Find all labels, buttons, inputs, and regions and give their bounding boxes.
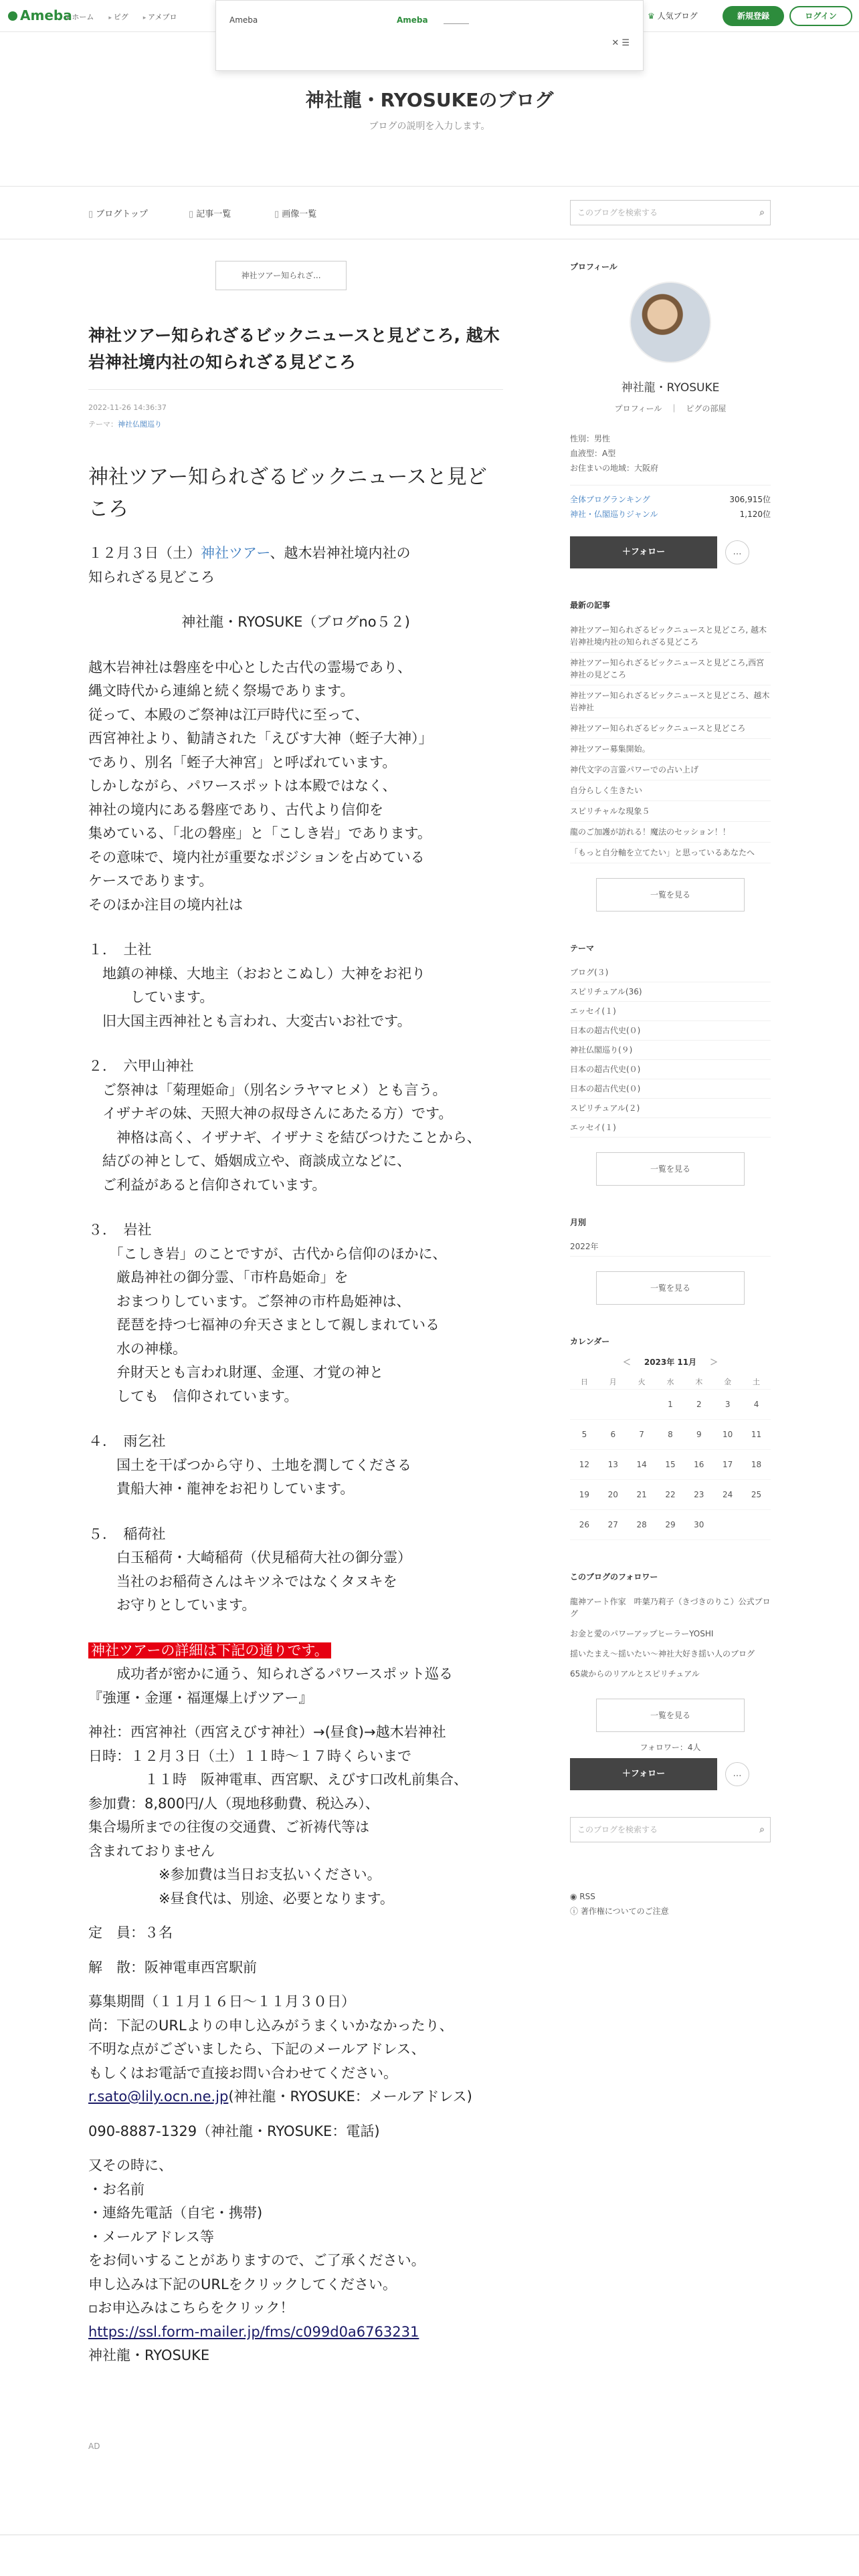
recent-list-item[interactable]: 神社ツアー知られざるビックニュースと見どころ — [570, 718, 771, 739]
global-nav — [0, 186, 859, 239]
closing-notes — [88, 2154, 503, 2296]
section-1-item: しています。 — [88, 989, 214, 1005]
calendar-grid — [570, 1374, 771, 1540]
calendar-day — [570, 1389, 599, 1419]
theme-list-item[interactable]: 日本の超古代史(０) — [570, 1079, 771, 1099]
email-line: r.sato@lily.ocn.ne.jp(神社龍・RYOSUKE：メールアドレス) — [88, 2088, 472, 2105]
calendar-heading: カレンダー — [570, 1337, 610, 1346]
calendar-day: 16 — [684, 1449, 713, 1479]
tour-link[interactable]: 神社ツアー — [201, 545, 270, 561]
follower-list-item[interactable]: 65歳からのリアルとスピリチュアル — [570, 1669, 700, 1679]
calendar-day: 27 — [599, 1509, 628, 1539]
tour-capacity: 定 員：３名 — [88, 1925, 173, 1941]
calendar-day: 6 — [599, 1419, 628, 1449]
recent-list-item[interactable]: 神社ツアー募集開始。 — [570, 739, 771, 760]
intro-paragraph-item: しかしながら、パワースポットは本殿ではなく、 — [88, 778, 397, 794]
calendar-day: 8 — [656, 1419, 685, 1449]
tour-intro-item: 成功者が密かに通う、知られざるパワースポット巡る — [88, 1666, 453, 1682]
blog-title[interactable]: 神社龍・RYOSUKEのブログ — [305, 89, 554, 111]
theme-heading: テーマ — [570, 944, 595, 953]
tour-details-item: ※参加費は当日お支払いください。 — [88, 1866, 381, 1883]
section-3-item: 「こしき岩」のことですが、古代から信仰のほかに、 — [88, 1245, 447, 1262]
calendar-day: 26 — [570, 1509, 599, 1539]
recent-list-item[interactable]: 神社ツアー知られざるビックニュースと見どころ、越木岩神社 — [570, 685, 771, 718]
login-button[interactable]: ログイン — [789, 6, 852, 26]
calendar-day: 22 — [656, 1479, 685, 1509]
theme-list-item[interactable]: エッセイ(１) — [570, 1118, 771, 1138]
broken-image-icon: ▫ — [88, 2300, 98, 2316]
profile-info-item: 性別：男性 — [570, 434, 611, 443]
form-url-link[interactable]: https://ssl.form-mailer.jp/fms/c099d0a6763231 — [88, 2323, 419, 2340]
weekday-label: 水 — [656, 1374, 685, 1389]
monthly — [570, 1216, 771, 1305]
calendar-day: 23 — [684, 1479, 713, 1509]
apply-info-item: 募集期間（１１月１６日～１１月３０日） — [88, 1994, 355, 2010]
footer-links — [570, 1889, 771, 1919]
theme-list-item[interactable]: スピリチュアル(36) — [570, 982, 771, 1002]
nav-images[interactable]: ▯ 画像一覧 — [274, 207, 316, 219]
entry-date: 2022-11-26 14:36:37 — [88, 403, 167, 412]
closing-notes-item: ・お名前 — [88, 2181, 145, 2197]
month-list — [570, 1237, 771, 1257]
intro-paragraph-item: その意味で、境内社が重要なポジションを占めている — [88, 849, 425, 865]
calendar-day: 11 — [742, 1419, 771, 1449]
calendar-day: 21 — [628, 1479, 656, 1509]
section-3-item: しても 信仰されています。 — [88, 1388, 298, 1404]
calendar — [570, 1335, 771, 1540]
section-3-item: 琵琶を持つ七福神の弁天さまとして親しまれている — [88, 1317, 440, 1333]
section-3-item: 弁財天とも言われ財運、金運、才覚の神と — [88, 1364, 383, 1380]
section-1-item: 旧大国主西神社とも言われ、大変古いお社です。 — [88, 1012, 411, 1029]
followers-see-all-button[interactable]: 一覧を見る — [596, 1699, 745, 1732]
rss-link[interactable]: ◉ RSS — [570, 1891, 595, 1901]
intro-paragraph-item: 集めている、「北の磐座」と「こしき岩」であります。 — [88, 825, 432, 841]
nav-blog-top[interactable]: ▯ ブログトップ — [88, 207, 148, 219]
nav-home[interactable]: ▸ ホーム — [67, 11, 94, 22]
followers — [570, 1571, 771, 1790]
rank-overall[interactable]: 全体ブログランキング 306,915位 — [570, 495, 771, 504]
section-2-item: イザナギの妹、天照大神の叔母さんにあたる方）です。 — [88, 1105, 453, 1121]
tour-details-item: 日時：１２月３日（土）１１時～１７時くらいまで — [88, 1747, 411, 1764]
section-4 — [88, 1430, 503, 1501]
calendar-day: 13 — [599, 1449, 628, 1479]
recent-entries — [570, 599, 771, 911]
entry-title[interactable]: 神社ツアー知られざるビックニュースと見どころ, 越木岩神社境内社の知られざる見どころ — [88, 322, 503, 390]
section-1 — [88, 938, 503, 1033]
calendar-day: 24 — [713, 1479, 742, 1509]
apply-info-item: 尚：下記のURLよりの申し込みがうまくいかなかったり、 — [88, 2017, 454, 2034]
phone-line: 090-8887-1329（神社龍・RYOSUKE：電話) — [88, 2123, 380, 2139]
section-3-item: おまつりしています。ご祭神の市杵島姫神は、 — [88, 1293, 411, 1309]
section-3-item: 水の神様。 — [88, 1340, 187, 1357]
calendar-day: 18 — [742, 1449, 771, 1479]
rss-icon: ◉ — [570, 1891, 580, 1901]
tour-details-item: １１時 阪神電車、西宮駅、えびす口改札前集合、 — [88, 1772, 468, 1788]
section-2-item: ２． 六甲山神社 — [88, 1058, 194, 1074]
section-5-item: お守りとしています。 — [88, 1597, 256, 1613]
follower-list-item[interactable]: お金と愛のパワーアップヒーラーYOSHI — [570, 1628, 714, 1638]
theme-list-item[interactable]: ブログ(３) — [570, 963, 771, 982]
calendar-day: 2 — [684, 1389, 713, 1419]
nav-pigg[interactable]: ▸ ピグ — [108, 11, 128, 22]
tour-details-item: 集合場所までの往復の交通費、ご祈祷代等は — [88, 1819, 369, 1835]
tour-details — [88, 1721, 503, 1911]
popular-blog-link[interactable]: ♛ 人気ブログ — [648, 11, 698, 21]
recent-see-all-button[interactable]: 一覧を見る — [596, 878, 745, 911]
nav-ameblo[interactable]: ▸ アメブロ — [143, 11, 177, 22]
theme-list-item[interactable]: 神社仏閣巡り(９) — [570, 1041, 771, 1060]
entry-byline: 神社龍・RYOSUKE（ブログno５２) — [181, 614, 410, 630]
section-5-item: 当社のお稲荷さんはキツネではなくタヌキを — [88, 1573, 397, 1590]
calendar-day: 10 — [713, 1419, 742, 1449]
intro-paragraph-item: 縄文時代から連綿と続く祭場であります。 — [88, 683, 355, 699]
calendar-day: 14 — [628, 1449, 656, 1479]
month-heading: 月別 — [570, 1218, 587, 1227]
section-4-item: 貴船大神・龍神をお祀りしています。 — [88, 1481, 355, 1497]
followers-heading: このブログのフォロワー — [570, 1572, 658, 1582]
entry-theme: テーマ：神社仏閣巡り — [88, 420, 162, 429]
calendar-day: 9 — [684, 1419, 713, 1449]
calendar-next-icon[interactable]: ＞ — [710, 1358, 719, 1367]
weekday-label: 火 — [628, 1374, 656, 1389]
closing-notes-item: ・メールアドレス等 — [88, 2228, 214, 2245]
ameba-logo-icon — [8, 11, 17, 21]
apply-info-item: 不明な点がございましたら、下記のメールアドレス、 — [88, 2041, 425, 2057]
ranking — [570, 485, 771, 522]
tour-dismiss: 解 散：阪神電車西宮駅前 — [88, 1959, 257, 1975]
weekday-label: 木 — [684, 1374, 713, 1389]
register-button[interactable]: 新規登録 — [723, 6, 784, 26]
avatar[interactable] — [630, 282, 711, 363]
closing-notes-item: ・連絡先電話（自宅・携帯) — [88, 2205, 263, 2221]
section-1-item: １． 土社 — [88, 942, 152, 958]
profile-info — [570, 431, 771, 475]
recent-list — [570, 620, 771, 863]
section-2-item: 神格は高く、イザナギ、イザナミを結びつけたことから、 — [88, 1129, 481, 1146]
info-icon: ⓘ — [570, 1906, 581, 1916]
blog-description: ブログの説明を入力します。 — [369, 121, 490, 132]
more-icon[interactable]: … — [725, 540, 749, 564]
follower-list-item[interactable]: 龍神アート作家 吽葉乃莉子（きづきのりこ）公式ブログ — [570, 1596, 771, 1618]
calendar-day: 15 — [656, 1449, 685, 1479]
blog-search-input[interactable]: このブログを検索する ⌕ — [570, 200, 771, 225]
entry-pager[interactable]: 神社ツアー知られざ... — [215, 261, 347, 290]
entry-main — [88, 261, 503, 2451]
section-3-item: ３． 岩社 — [88, 1222, 152, 1238]
calendar-day: 20 — [599, 1479, 628, 1509]
intro-paragraph-item: 西宮神社より、勧請された「えびす大神（蛭子大神）」 — [88, 730, 433, 746]
section-2-item: 結びの神として、婚姻成立や、商談成立などに、 — [88, 1153, 411, 1169]
calendar-day: 7 — [628, 1419, 656, 1449]
intro-paragraph-item: 神社の境内にある磐座であり、古代より信仰を — [88, 801, 383, 818]
section-4-item: ４． 雨乞社 — [88, 1433, 166, 1449]
apply-info-item: もしくはお電話で直接お問い合わせてください。 — [88, 2064, 397, 2081]
profile-name[interactable]: 神社龍・RYOSUKE — [621, 381, 720, 395]
closing-notes-item: 又その時に、 — [88, 2157, 173, 2173]
apply-info — [88, 1990, 503, 2085]
ad-label: AD — [88, 2441, 100, 2451]
recent-list-item[interactable]: 龍のご加護が訪れる！魔法のセッション！！ — [570, 822, 771, 843]
closing-notes-item: 申し込みは下記のURLをクリックしてください。 — [88, 2276, 397, 2292]
calendar-day — [628, 1389, 656, 1419]
popup-link[interactable]: Ameba — [397, 15, 428, 25]
calendar-day: 4 — [742, 1389, 771, 1419]
section-2 — [88, 1055, 503, 1197]
tour-details-item: 参加費：8,800円/人（現地移動費、税込み）、 — [88, 1795, 379, 1812]
calendar-day: 5 — [570, 1419, 599, 1449]
section-5 — [88, 1523, 503, 1618]
copyright-link[interactable]: ⓘ 著作権についてのご注意 — [570, 1906, 669, 1916]
weekday-label: 土 — [742, 1374, 771, 1389]
weekday-label: 月 — [599, 1374, 628, 1389]
follow-button[interactable]: ＋フォロー — [570, 536, 717, 568]
follower-count: フォロワー：4人 — [640, 1742, 701, 1752]
calendar-day — [713, 1509, 742, 1539]
tour-intro — [88, 1662, 503, 1710]
intro-paragraph-item: 従って、本殿のご祭神は江戸時代に至って、 — [88, 706, 369, 723]
entry-body — [88, 461, 503, 2368]
weekday-label: 金 — [713, 1374, 742, 1389]
popup-label: Ameba — [229, 15, 258, 25]
intro-paragraph-item: ケースであります。 — [88, 873, 213, 889]
intro-paragraph-item: そのほか注目の境内社は — [88, 896, 243, 913]
follow-row-2 — [570, 1758, 771, 1790]
email-link[interactable]: r.sato@lily.ocn.ne.jp — [88, 2088, 229, 2105]
entry-lead-2: 知られざる見どころ — [88, 568, 215, 585]
themes — [570, 942, 771, 1186]
top-nav — [67, 11, 177, 22]
theme-list-item[interactable]: 日本の超古代史(０) — [570, 1060, 771, 1079]
follower-list-item[interactable]: 揺いたまえ〜揺いたい〜神社大好き揺い人のブログ — [570, 1648, 755, 1658]
calendar-day: 1 — [656, 1389, 685, 1419]
tour-intro-item: 『強運・金運・福運爆上げツアー』 — [88, 1689, 313, 1706]
theme-see-all-button[interactable]: 一覧を見る — [596, 1152, 745, 1186]
entry-heading: 神社ツアー知られざるビックニュースと見どころ — [88, 465, 487, 521]
popup-underline — [444, 23, 469, 24]
calendar-day: 25 — [742, 1479, 771, 1509]
theme-list-item[interactable]: 日本の超古代史(０) — [570, 1021, 771, 1041]
calendar-day: 28 — [628, 1509, 656, 1539]
section-3 — [88, 1218, 503, 1408]
profile-link[interactable]: プロフィール — [614, 404, 662, 413]
recent-list-item[interactable]: 神社ツアー知られざるビックニュースと見どころ,西宮神社の見どころ — [570, 653, 771, 685]
calendar-day — [599, 1389, 628, 1419]
entry-signature: 神社龍・RYOSUKE — [88, 2347, 210, 2363]
section-4-item: 国土を干ばつから守り、土地を潤してくださる — [88, 1457, 411, 1473]
tour-details-item: ※昼食代は、別途、必要となります。 — [88, 1890, 394, 1907]
crown-icon: ♛ — [648, 11, 655, 21]
calendar-day — [742, 1509, 771, 1539]
theme-list-item[interactable]: エッセイ(１) — [570, 1002, 771, 1021]
theme-list-item[interactable]: スピリチュアル(２) — [570, 1099, 771, 1118]
weekday-label: 日 — [570, 1374, 599, 1389]
recent-list-item[interactable]: スピリチャルな現象５ — [570, 801, 771, 822]
calendar-day: 19 — [570, 1479, 599, 1509]
nav-entries[interactable]: ▯ 記事一覧 — [189, 207, 231, 219]
sidebar — [570, 261, 771, 1919]
popup-close-icon[interactable]: ✕ ☰ — [611, 38, 630, 48]
profile-links: プロフィール ｜ ピグの部屋 — [614, 404, 727, 413]
section-3-item: 厳島神社の御分霊、「市杵島姫命」を — [88, 1269, 349, 1285]
calendar-day: 17 — [713, 1449, 742, 1479]
tour-highlight: 神社ツアーの詳細は下記の通りです。 — [88, 1642, 331, 1658]
section-1-item: 地鎮の神様、大地主（おおとこぬし）大神をお祀り — [88, 965, 425, 982]
calendar-prev-icon[interactable]: ＜ — [622, 1358, 631, 1367]
header-popup — [215, 0, 644, 71]
recent-list-item[interactable]: 自分らしく生きたい — [570, 780, 771, 801]
section-5-item: ５． 稲荷社 — [88, 1525, 166, 1542]
calendar-day: 30 — [684, 1509, 713, 1539]
more-icon-2[interactable]: … — [725, 1762, 749, 1786]
calendar-title: ＜ 2023年 11月 ＞ — [622, 1358, 719, 1367]
month-see-all-button[interactable]: 一覧を見る — [596, 1271, 745, 1305]
recent-list-item[interactable]: 神社ツアー知られざるビックニュースと見どころ, 越木岩神社境内社の知られざる見どころ — [570, 620, 771, 653]
intro-paragraph-item: 越木岩神社は磐座を中心とした古代の霊場であり、 — [88, 659, 411, 675]
tour-details-item: 含まれておりません — [88, 1842, 215, 1859]
rank-genre[interactable]: 神社・仏閣巡りジャンル 1,120位 — [570, 510, 771, 519]
closing-notes-item: をお伺いすることがありますので、ご了承ください。 — [88, 2252, 425, 2268]
ameba-logo[interactable]: Ameba — [8, 7, 72, 23]
section-5-item: 白玉稲荷・大崎稲荷（伏見稲荷大社の御分霊） — [88, 1549, 411, 1566]
intro-paragraph-item: であり、別名「蛭子大神宮」と呼ばれています。 — [88, 754, 397, 770]
month-list-item[interactable]: 2022年 — [570, 1237, 771, 1257]
apply-image-link[interactable]: ▫お申込みはこちらをクリック！ — [88, 2300, 294, 2316]
calendar-day: 29 — [656, 1509, 685, 1539]
calendar-day: 12 — [570, 1449, 599, 1479]
section-2-item: ご利益があると信仰されています。 — [88, 1176, 326, 1193]
calendar-day: 3 — [713, 1389, 742, 1419]
follow-button-2[interactable]: ＋フォロー — [570, 1758, 717, 1790]
recent-list-item[interactable]: 神代文字の言霊パワーでの占い上げ — [570, 760, 771, 780]
follower-list — [570, 1592, 771, 1684]
profile-heading: プロフィール — [570, 262, 617, 272]
pigg-room-link[interactable]: ピグの部屋 — [686, 404, 727, 413]
follow-row — [570, 536, 771, 568]
profile-info-item: 血液型：A型 — [570, 449, 616, 458]
entry-theme-link[interactable]: 神社仏閣巡り — [118, 420, 162, 429]
theme-list — [570, 963, 771, 1138]
intro-paragraph — [88, 656, 503, 918]
section-2-item: ご祭神は「菊理姫命」（別名シラヤマヒメ）とも言う。 — [88, 1081, 447, 1098]
recent-list-item[interactable]: 「もっと自分軸を立てたい」と思っているあなたへ — [570, 843, 771, 863]
entry-lead: １２月３日（土）神社ツアー、越木岩神社境内社の — [88, 545, 411, 561]
profile-info-item: お住まいの地域：大阪府 — [570, 463, 659, 473]
sidebar-search-input[interactable]: このブログを検索する ⌕ — [570, 1817, 771, 1842]
tour-details-item: 神社：西宮神社（西宮えびす神社）→(昼食)→越木岩神社 — [88, 1724, 446, 1740]
recent-heading: 最新の記事 — [570, 601, 611, 610]
